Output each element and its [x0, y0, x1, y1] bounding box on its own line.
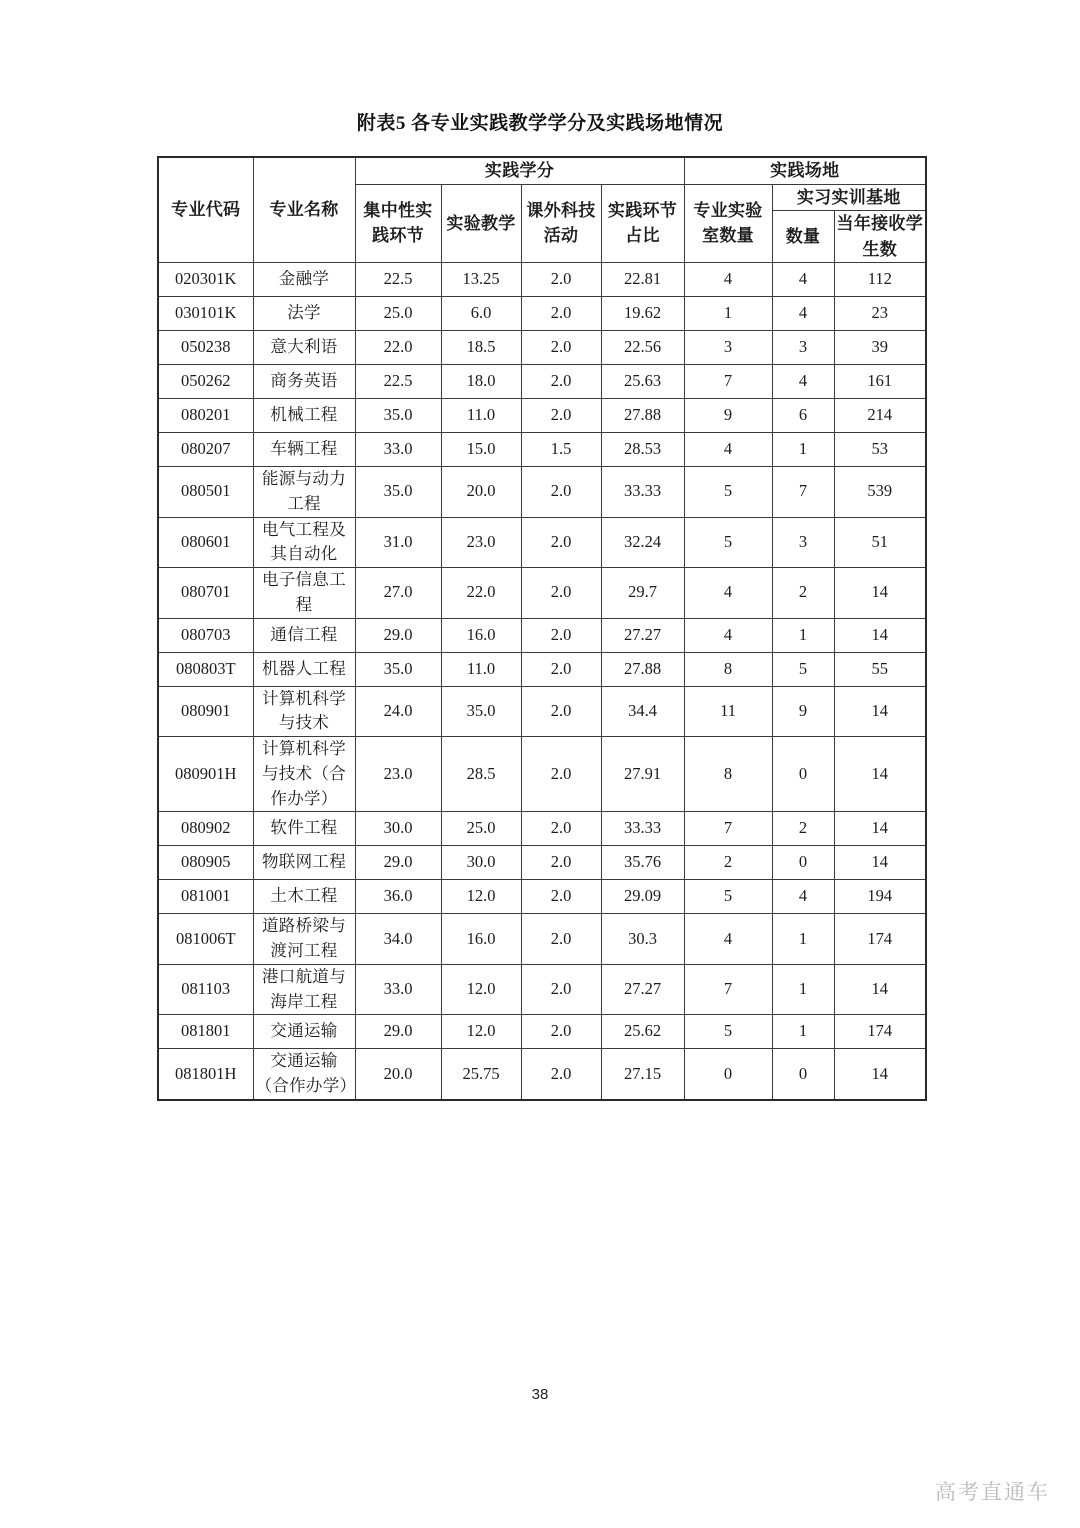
cell-concentrated-practice: 22.5 — [355, 365, 441, 399]
cell-major-name: 物联网工程 — [253, 846, 355, 880]
cell-major-code: 081801H — [158, 1049, 253, 1100]
cell-practice-ratio: 32.24 — [601, 517, 684, 568]
cell-students-received: 14 — [834, 618, 926, 652]
cell-extracurricular: 2.0 — [521, 568, 601, 619]
cell-lab-count: 8 — [684, 737, 772, 812]
cell-extracurricular: 2.0 — [521, 686, 601, 737]
cell-extracurricular: 2.0 — [521, 914, 601, 965]
table-row — [158, 467, 926, 518]
cell-lab-teaching: 13.25 — [441, 263, 521, 297]
cell-extracurricular: 1.5 — [521, 433, 601, 467]
cell-lab-teaching: 18.5 — [441, 331, 521, 365]
cell-major-name: 电气工程及其自动化 — [253, 517, 355, 568]
cell-lab-teaching: 16.0 — [441, 618, 521, 652]
table-row — [158, 433, 926, 467]
cell-concentrated-practice: 30.0 — [355, 812, 441, 846]
cell-students-received: 161 — [834, 365, 926, 399]
cell-students-received: 539 — [834, 467, 926, 518]
cell-practice-ratio: 25.63 — [601, 365, 684, 399]
cell-base-quantity: 1 — [772, 914, 834, 965]
cell-concentrated-practice: 31.0 — [355, 517, 441, 568]
cell-lab-count: 8 — [684, 652, 772, 686]
header-concentrated-practice: 集中性实践环节 — [355, 184, 441, 263]
cell-practice-ratio: 29.09 — [601, 880, 684, 914]
cell-extracurricular: 2.0 — [521, 365, 601, 399]
header-base-quantity: 数量 — [772, 211, 834, 263]
cell-major-name: 交通运输 — [253, 1015, 355, 1049]
cell-lab-teaching: 15.0 — [441, 433, 521, 467]
table-row — [158, 517, 926, 568]
cell-lab-count: 5 — [684, 517, 772, 568]
cell-major-code: 030101K — [158, 297, 253, 331]
cell-major-name: 交通运输（合作办学） — [253, 1049, 355, 1100]
cell-major-code: 020301K — [158, 263, 253, 297]
cell-major-name: 通信工程 — [253, 618, 355, 652]
header-group-practice-venues: 实践场地 — [684, 157, 926, 184]
cell-major-code: 080501 — [158, 467, 253, 518]
cell-practice-ratio: 19.62 — [601, 297, 684, 331]
table-row — [158, 964, 926, 1015]
header-group-practice-credits: 实践学分 — [355, 157, 684, 184]
cell-practice-ratio: 27.91 — [601, 737, 684, 812]
cell-extracurricular: 2.0 — [521, 1049, 601, 1100]
cell-extracurricular: 2.0 — [521, 517, 601, 568]
cell-base-quantity: 6 — [772, 399, 834, 433]
cell-students-received: 194 — [834, 880, 926, 914]
cell-base-quantity: 2 — [772, 812, 834, 846]
cell-major-code: 080601 — [158, 517, 253, 568]
cell-extracurricular: 2.0 — [521, 964, 601, 1015]
cell-concentrated-practice: 34.0 — [355, 914, 441, 965]
cell-major-name: 机器人工程 — [253, 652, 355, 686]
cell-lab-teaching: 35.0 — [441, 686, 521, 737]
cell-major-code: 081001 — [158, 880, 253, 914]
cell-lab-teaching: 25.75 — [441, 1049, 521, 1100]
practice-teaching-table — [157, 156, 927, 1101]
table-row — [158, 399, 926, 433]
cell-base-quantity: 1 — [772, 618, 834, 652]
cell-base-quantity: 0 — [772, 737, 834, 812]
cell-major-name: 土木工程 — [253, 880, 355, 914]
cell-lab-teaching: 11.0 — [441, 652, 521, 686]
cell-major-name: 商务英语 — [253, 365, 355, 399]
cell-base-quantity: 1 — [772, 1015, 834, 1049]
header-practice-ratio: 实践环节占比 — [601, 184, 684, 263]
cell-major-code: 050238 — [158, 331, 253, 365]
cell-concentrated-practice: 22.0 — [355, 331, 441, 365]
cell-base-quantity: 0 — [772, 846, 834, 880]
cell-lab-teaching: 11.0 — [441, 399, 521, 433]
cell-students-received: 14 — [834, 568, 926, 619]
cell-lab-count: 3 — [684, 331, 772, 365]
cell-major-name: 车辆工程 — [253, 433, 355, 467]
cell-students-received: 53 — [834, 433, 926, 467]
header-group-training-base: 实习实训基地 — [772, 184, 926, 211]
cell-extracurricular: 2.0 — [521, 467, 601, 518]
cell-major-name: 计算机科学与技术 — [253, 686, 355, 737]
table-row — [158, 880, 926, 914]
cell-lab-teaching: 12.0 — [441, 880, 521, 914]
cell-extracurricular: 2.0 — [521, 812, 601, 846]
cell-students-received: 14 — [834, 812, 926, 846]
cell-practice-ratio: 29.7 — [601, 568, 684, 619]
cell-concentrated-practice: 22.5 — [355, 263, 441, 297]
cell-lab-count: 0 — [684, 1049, 772, 1100]
cell-extracurricular: 2.0 — [521, 297, 601, 331]
cell-students-received: 14 — [834, 964, 926, 1015]
cell-major-code: 080905 — [158, 846, 253, 880]
cell-practice-ratio: 27.27 — [601, 964, 684, 1015]
cell-students-received: 174 — [834, 914, 926, 965]
cell-concentrated-practice: 35.0 — [355, 399, 441, 433]
table-row — [158, 331, 926, 365]
cell-concentrated-practice: 29.0 — [355, 846, 441, 880]
cell-major-code: 080703 — [158, 618, 253, 652]
cell-students-received: 14 — [834, 1049, 926, 1100]
cell-practice-ratio: 33.33 — [601, 467, 684, 518]
cell-major-name: 道路桥梁与渡河工程 — [253, 914, 355, 965]
cell-students-received: 14 — [834, 737, 926, 812]
cell-practice-ratio: 33.33 — [601, 812, 684, 846]
practice-teaching-table-container — [157, 156, 925, 1101]
table-row — [158, 812, 926, 846]
cell-lab-count: 2 — [684, 846, 772, 880]
cell-lab-count: 1 — [684, 297, 772, 331]
cell-base-quantity: 1 — [772, 964, 834, 1015]
cell-concentrated-practice: 35.0 — [355, 652, 441, 686]
cell-major-code: 080701 — [158, 568, 253, 619]
page-title: 附表5 各专业实践教学学分及实践场地情况 — [356, 113, 724, 134]
cell-lab-count: 5 — [684, 880, 772, 914]
cell-lab-count: 5 — [684, 1015, 772, 1049]
header-extracurricular-activity: 课外科技活动 — [521, 184, 601, 263]
cell-base-quantity: 4 — [772, 365, 834, 399]
cell-practice-ratio: 22.56 — [601, 331, 684, 365]
cell-concentrated-practice: 23.0 — [355, 737, 441, 812]
cell-major-name: 机械工程 — [253, 399, 355, 433]
cell-major-code: 050262 — [158, 365, 253, 399]
cell-lab-teaching: 12.0 — [441, 964, 521, 1015]
cell-practice-ratio: 22.81 — [601, 263, 684, 297]
cell-base-quantity: 5 — [772, 652, 834, 686]
cell-extracurricular: 2.0 — [521, 618, 601, 652]
cell-lab-teaching: 22.0 — [441, 568, 521, 619]
cell-major-name: 港口航道与海岸工程 — [253, 964, 355, 1015]
cell-extracurricular: 2.0 — [521, 737, 601, 812]
table-row — [158, 914, 926, 965]
cell-practice-ratio: 27.27 — [601, 618, 684, 652]
cell-concentrated-practice: 35.0 — [355, 467, 441, 518]
cell-major-name: 能源与动力工程 — [253, 467, 355, 518]
cell-lab-count: 7 — [684, 365, 772, 399]
cell-students-received: 214 — [834, 399, 926, 433]
table-header-row-groups — [158, 157, 926, 184]
cell-lab-count: 11 — [684, 686, 772, 737]
cell-major-name: 意大利语 — [253, 331, 355, 365]
cell-extracurricular: 2.0 — [521, 652, 601, 686]
cell-lab-teaching: 23.0 — [441, 517, 521, 568]
cell-major-name: 电子信息工程 — [253, 568, 355, 619]
cell-concentrated-practice: 33.0 — [355, 433, 441, 467]
cell-major-code: 080901H — [158, 737, 253, 812]
table-row — [158, 686, 926, 737]
cell-concentrated-practice: 29.0 — [355, 1015, 441, 1049]
cell-major-code: 080201 — [158, 399, 253, 433]
cell-base-quantity: 4 — [772, 297, 834, 331]
cell-base-quantity: 1 — [772, 433, 834, 467]
cell-practice-ratio: 30.3 — [601, 914, 684, 965]
table-row — [158, 618, 926, 652]
cell-extracurricular: 2.0 — [521, 263, 601, 297]
cell-practice-ratio: 27.15 — [601, 1049, 684, 1100]
cell-students-received: 174 — [834, 1015, 926, 1049]
cell-major-code: 081801 — [158, 1015, 253, 1049]
cell-students-received: 14 — [834, 686, 926, 737]
cell-major-code: 080207 — [158, 433, 253, 467]
cell-lab-count: 7 — [684, 964, 772, 1015]
cell-practice-ratio: 28.53 — [601, 433, 684, 467]
cell-base-quantity: 9 — [772, 686, 834, 737]
cell-students-received: 51 — [834, 517, 926, 568]
cell-major-code: 080902 — [158, 812, 253, 846]
cell-major-code: 080901 — [158, 686, 253, 737]
cell-lab-count: 9 — [684, 399, 772, 433]
table-row — [158, 846, 926, 880]
cell-lab-count: 4 — [684, 568, 772, 619]
cell-concentrated-practice: 33.0 — [355, 964, 441, 1015]
header-lab-teaching: 实验教学 — [441, 184, 521, 263]
cell-students-received: 39 — [834, 331, 926, 365]
cell-students-received: 23 — [834, 297, 926, 331]
cell-extracurricular: 2.0 — [521, 880, 601, 914]
cell-major-name: 软件工程 — [253, 812, 355, 846]
header-students-received: 当年接收学生数 — [834, 211, 926, 263]
cell-base-quantity: 3 — [772, 331, 834, 365]
table-row — [158, 263, 926, 297]
cell-extracurricular: 2.0 — [521, 846, 601, 880]
cell-major-name: 金融学 — [253, 263, 355, 297]
cell-lab-teaching: 18.0 — [441, 365, 521, 399]
cell-concentrated-practice: 25.0 — [355, 297, 441, 331]
cell-major-code: 081103 — [158, 964, 253, 1015]
cell-base-quantity: 2 — [772, 568, 834, 619]
cell-lab-count: 7 — [684, 812, 772, 846]
cell-practice-ratio: 25.62 — [601, 1015, 684, 1049]
cell-extracurricular: 2.0 — [521, 399, 601, 433]
watermark: 高考直通车 — [935, 1481, 1050, 1504]
cell-lab-count: 4 — [684, 433, 772, 467]
table-header — [158, 157, 926, 263]
cell-extracurricular: 2.0 — [521, 1015, 601, 1049]
cell-concentrated-practice: 36.0 — [355, 880, 441, 914]
cell-base-quantity: 4 — [772, 880, 834, 914]
cell-lab-teaching: 20.0 — [441, 467, 521, 518]
header-major-name: 专业名称 — [253, 157, 355, 263]
cell-practice-ratio: 34.4 — [601, 686, 684, 737]
header-major-code: 专业代码 — [158, 157, 253, 263]
cell-lab-count: 4 — [684, 914, 772, 965]
cell-lab-teaching: 6.0 — [441, 297, 521, 331]
table-row — [158, 1049, 926, 1100]
cell-students-received: 112 — [834, 263, 926, 297]
cell-major-name: 计算机科学与技术（合作办学） — [253, 737, 355, 812]
cell-extracurricular: 2.0 — [521, 331, 601, 365]
cell-lab-count: 4 — [684, 263, 772, 297]
cell-lab-count: 4 — [684, 618, 772, 652]
cell-practice-ratio: 27.88 — [601, 652, 684, 686]
table-row — [158, 297, 926, 331]
cell-students-received: 14 — [834, 846, 926, 880]
table-row — [158, 652, 926, 686]
cell-major-name: 法学 — [253, 297, 355, 331]
cell-concentrated-practice: 20.0 — [355, 1049, 441, 1100]
cell-lab-count: 5 — [684, 467, 772, 518]
cell-major-code: 080803T — [158, 652, 253, 686]
cell-base-quantity: 7 — [772, 467, 834, 518]
cell-base-quantity: 3 — [772, 517, 834, 568]
cell-practice-ratio: 35.76 — [601, 846, 684, 880]
cell-base-quantity: 4 — [772, 263, 834, 297]
header-major-lab-count: 专业实验室数量 — [684, 184, 772, 263]
cell-lab-teaching: 16.0 — [441, 914, 521, 965]
table-body — [158, 263, 926, 1100]
cell-students-received: 55 — [834, 652, 926, 686]
page-number: 38 — [531, 1386, 549, 1403]
cell-concentrated-practice: 27.0 — [355, 568, 441, 619]
cell-major-code: 081006T — [158, 914, 253, 965]
cell-lab-teaching: 30.0 — [441, 846, 521, 880]
table-row — [158, 1015, 926, 1049]
table-row — [158, 568, 926, 619]
cell-concentrated-practice: 29.0 — [355, 618, 441, 652]
cell-practice-ratio: 27.88 — [601, 399, 684, 433]
cell-lab-teaching: 12.0 — [441, 1015, 521, 1049]
table-row — [158, 365, 926, 399]
cell-base-quantity: 0 — [772, 1049, 834, 1100]
cell-lab-teaching: 28.5 — [441, 737, 521, 812]
cell-lab-teaching: 25.0 — [441, 812, 521, 846]
table-row — [158, 737, 926, 812]
cell-concentrated-practice: 24.0 — [355, 686, 441, 737]
